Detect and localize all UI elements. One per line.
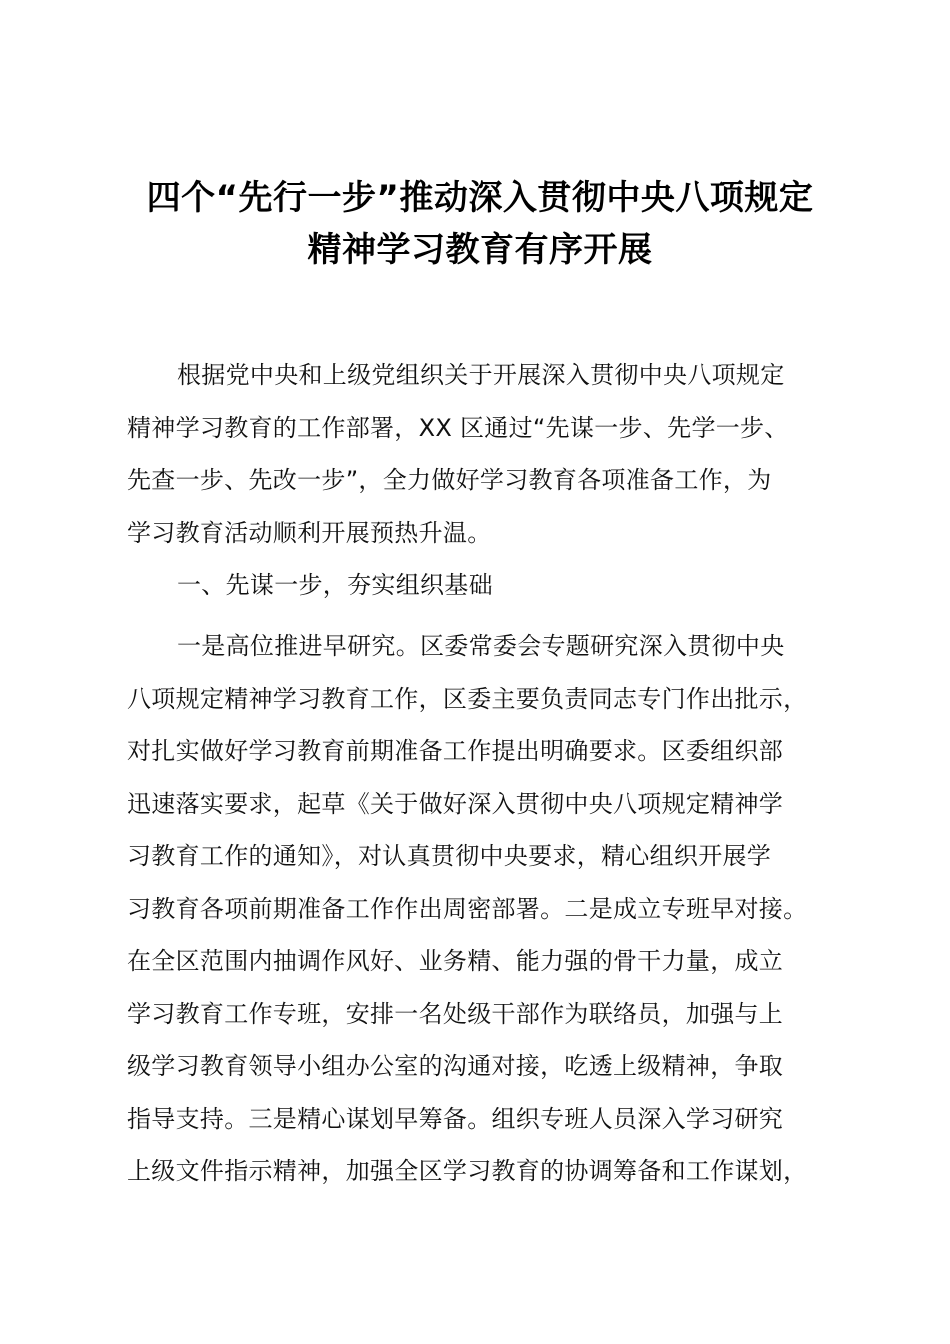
paragraph-line: 精神学习教育的工作部署，XX 区通过“先谋一步、先学一步、 xyxy=(127,413,789,442)
paragraph-line: 习教育工作的通知》，对认真贯彻中央要求，精心组织开展学 xyxy=(127,842,772,870)
paragraph-line: 指导支持。三是精心谋划早筹备。组织专班人员深入学习研究 xyxy=(127,1104,784,1133)
heading-line: 一、先谋一步，夯实组织基础 xyxy=(177,571,493,599)
paragraph-line: 习教育各项前期准备工作作出周密部署。二是成立专班早对接。 xyxy=(127,894,808,923)
title-line: 四个“先行一步”推动深入贯彻中央八项规定 xyxy=(146,178,814,218)
paragraph-line: 根据党中央和上级党组织关于开展深入贯彻中央八项规定 xyxy=(177,361,785,389)
paragraph-line: 先查一步、先改一步”，全力做好学习教育各项准备工作，为 xyxy=(127,466,772,494)
title-line: 精神学习教育有序开展 xyxy=(307,230,653,270)
paragraph-line: 对扎实做好学习教育前期准备工作提出明确要求。区委组织部 xyxy=(127,737,784,765)
paragraph-line: 一是高位推进早研究。区委常委会专题研究深入贯彻中央 xyxy=(177,632,785,660)
paragraph-intro xyxy=(127,349,832,559)
paragraph-line: 迅速落实要求，起草《关于做好深入贯彻中央八项规定精神学 xyxy=(127,789,784,818)
paragraph-line: 学习教育活动顺利开展预热升温。 xyxy=(127,518,492,547)
paragraph-line: 上级文件指示精神，加强全区学习教育的协调筹备和工作谋划， xyxy=(127,1157,808,1185)
paragraph-section-one xyxy=(127,620,832,1198)
paragraph-line: 学习教育工作专班，安排一名处级干部作为联络员，加强与上 xyxy=(127,999,784,1028)
document-title xyxy=(110,172,850,276)
paragraph-line: 在全区范围内抽调作风好、业务精、能力强的骨干力量，成立 xyxy=(127,947,784,975)
paragraph-line: 八项规定精神学习教育工作，区委主要负责同志专门作出批示， xyxy=(127,684,808,713)
section-heading xyxy=(127,559,832,612)
paragraph-line: 级学习教育领导小组办公室的沟通对接，吃透上级精神，争取 xyxy=(127,1052,784,1080)
